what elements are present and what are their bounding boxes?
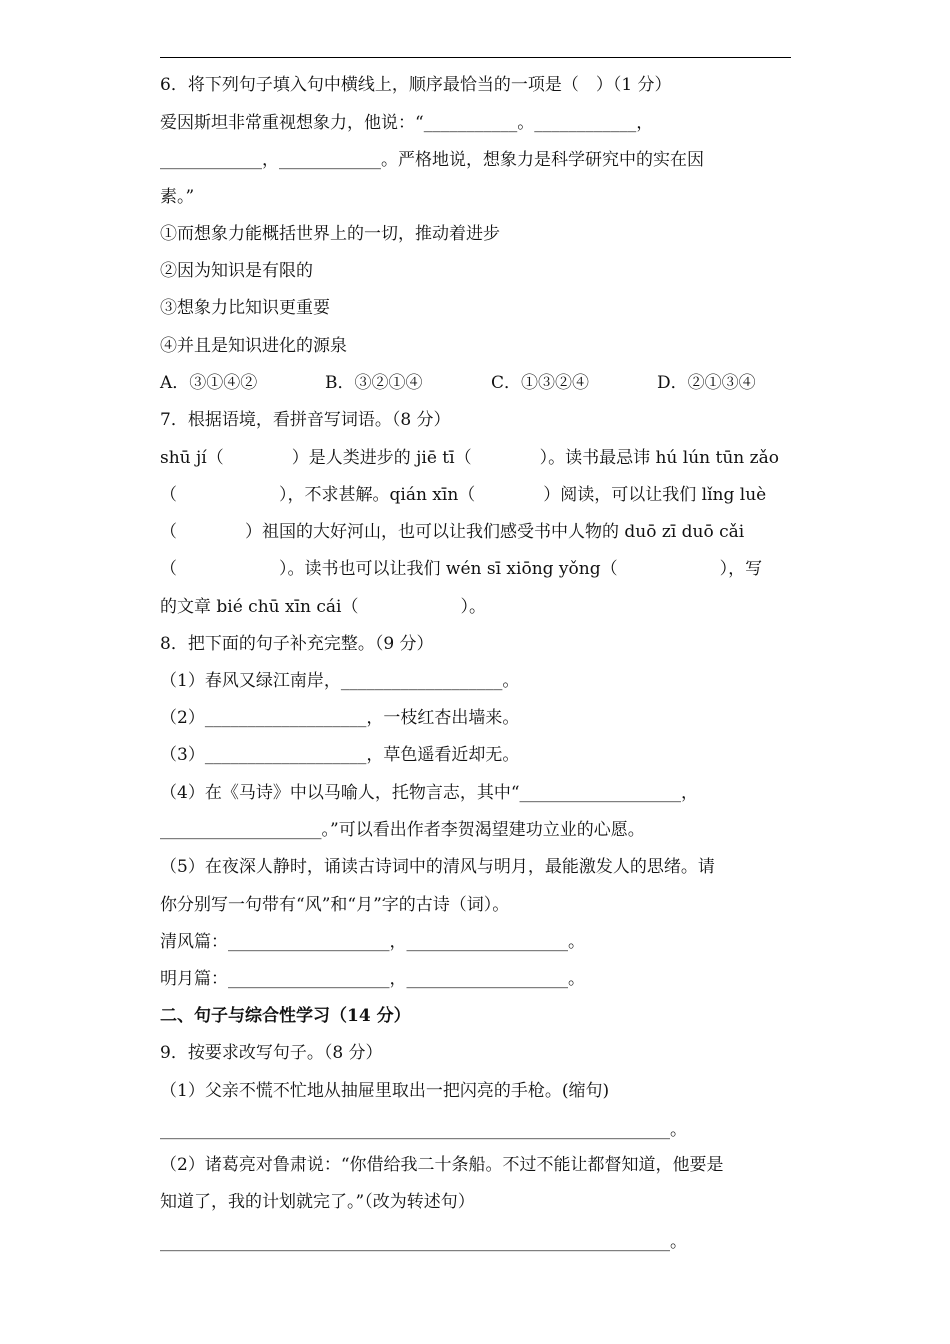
q6-passage-line: 爱因斯坦非常重视想象力，他说：“___________。____________， [160, 113, 654, 133]
q6-option-a[interactable]: A．③①④② [160, 373, 258, 393]
q7-line: （ ），不求甚解。qián xīn（ ）阅读，可以让我们 lǐng luè [160, 485, 767, 505]
q6-option-c[interactable]: C．①③②④ [491, 373, 590, 393]
q7-line: shū jí（ ）是人类进步的 jiē tī（ ）。读书最忌讳 hú lún tūn zǎo [160, 448, 779, 468]
q9-sub1: （1）父亲不慌不忙地从抽屉里取出一把闪亮的手枪。(缩句) [160, 1081, 610, 1101]
q6-option-b[interactable]: B．③②①④ [325, 373, 423, 393]
q9-sub2: （2）诸葛亮对鲁肃说：“你借给我二十条船。不过不能让都督知道，他要是 [160, 1155, 724, 1175]
q8-line: （2）___________________，一枝红杏出墙来。 [160, 708, 520, 728]
q7-line: （ ）祖国的大好河山，也可以让我们感受书中人物的 duō zī duō cǎi [160, 522, 745, 542]
q8-line: 清风篇：___________________，___________________。 [160, 932, 585, 952]
q6-item: ③想象力比知识更重要 [160, 298, 330, 318]
q8-line: （4）在《马诗》中以马喻人，托物言志，其中“___________________， [160, 783, 699, 803]
q8-line: ___________________。”可以看出作者李贺渴望建功立业的心愿。 [160, 820, 645, 840]
q6-item: ①而想象力能概括世界上的一切，推动着进步 [160, 224, 500, 244]
q9-prompt: 9．按要求改写句子。（8 分） [160, 1043, 383, 1063]
q7-prompt: 7．根据语境，看拼音写词语。（8 分） [160, 410, 451, 430]
q9-sub2: 知道了，我的计划就完了。”（改为转述句） [160, 1192, 475, 1212]
q8-line: 你分别写一句带有“风”和“月”字的古诗（词）。 [160, 895, 510, 915]
q6-passage-line: 素。” [160, 187, 195, 207]
top-rule [160, 57, 791, 58]
section-heading: 二、句子与综合性学习（14 分） [160, 1006, 411, 1026]
q8-prompt: 8．把下面的句子补充完整。（9 分） [160, 634, 434, 654]
q8-line: （1）春风又绿江南岸，___________________。 [160, 671, 520, 691]
answer-line[interactable]: ____________________________________________________________。 [160, 1232, 687, 1252]
q6-item: ②因为知识是有限的 [160, 261, 313, 281]
q8-line: （3）___________________，草色遥看近却无。 [160, 745, 520, 765]
q8-line: 明月篇：___________________，___________________。 [160, 969, 585, 989]
q6-prompt: 6．将下列句子填入句中横线上，顺序最恰当的一项是（ ）（1 分） [160, 75, 672, 95]
q7-line: （ ）。读书也可以让我们 wén sī xiōng yǒng（ ），写 [160, 559, 763, 579]
q6-option-d[interactable]: D．②①③④ [657, 373, 756, 393]
q7-line: 的文章 bié chū xīn cái（ ）。 [160, 597, 486, 617]
q6-passage-line: ____________，____________。严格地说，想象力是科学研究中的实在因 [160, 150, 704, 170]
q6-item: ④并且是知识进化的源泉 [160, 336, 347, 356]
q8-line: （5）在夜深人静时，诵读古诗词中的清风与明月，最能激发人的思绪。请 [160, 857, 715, 877]
answer-line[interactable]: ____________________________________________________________。 [160, 1120, 687, 1140]
